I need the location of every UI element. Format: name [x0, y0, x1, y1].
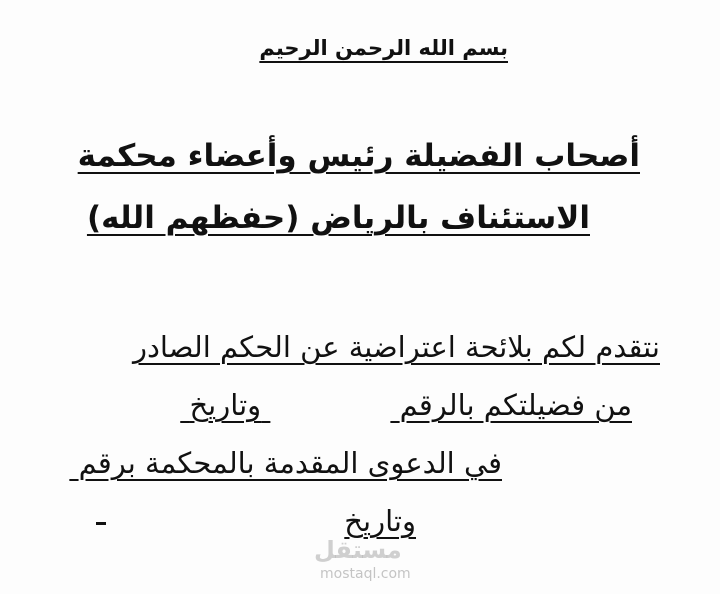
body-line-2-text: من فضيلتكم بالرقم — [399, 388, 632, 422]
period-mark — [96, 522, 106, 525]
basmala-heading: بسم الله الرحمن الرحيم — [259, 36, 508, 60]
body-line-2-date-label: وتاريخ — [189, 388, 262, 422]
addressee-line-2: الاستئناف بالرياض (حفظهم الله) — [86, 200, 590, 236]
addressee-line-1: أصحاب الفضيلة رئيس وأعضاء محكمة — [77, 138, 640, 174]
watermark-url: mostaql.com — [320, 566, 411, 582]
body-line-2 — [150, 388, 632, 422]
body-line-3-text: في الدعوى المقدمة بالمحكمة برقم — [78, 446, 502, 480]
body-line-1: نتقدم لكم بلائحة اعتراضية عن الحكم الصادر — [132, 330, 660, 364]
body-line-3 — [0, 446, 502, 480]
watermark-logo-text: مستقل — [314, 536, 402, 564]
body-line-4: وتاريخ — [344, 504, 416, 538]
